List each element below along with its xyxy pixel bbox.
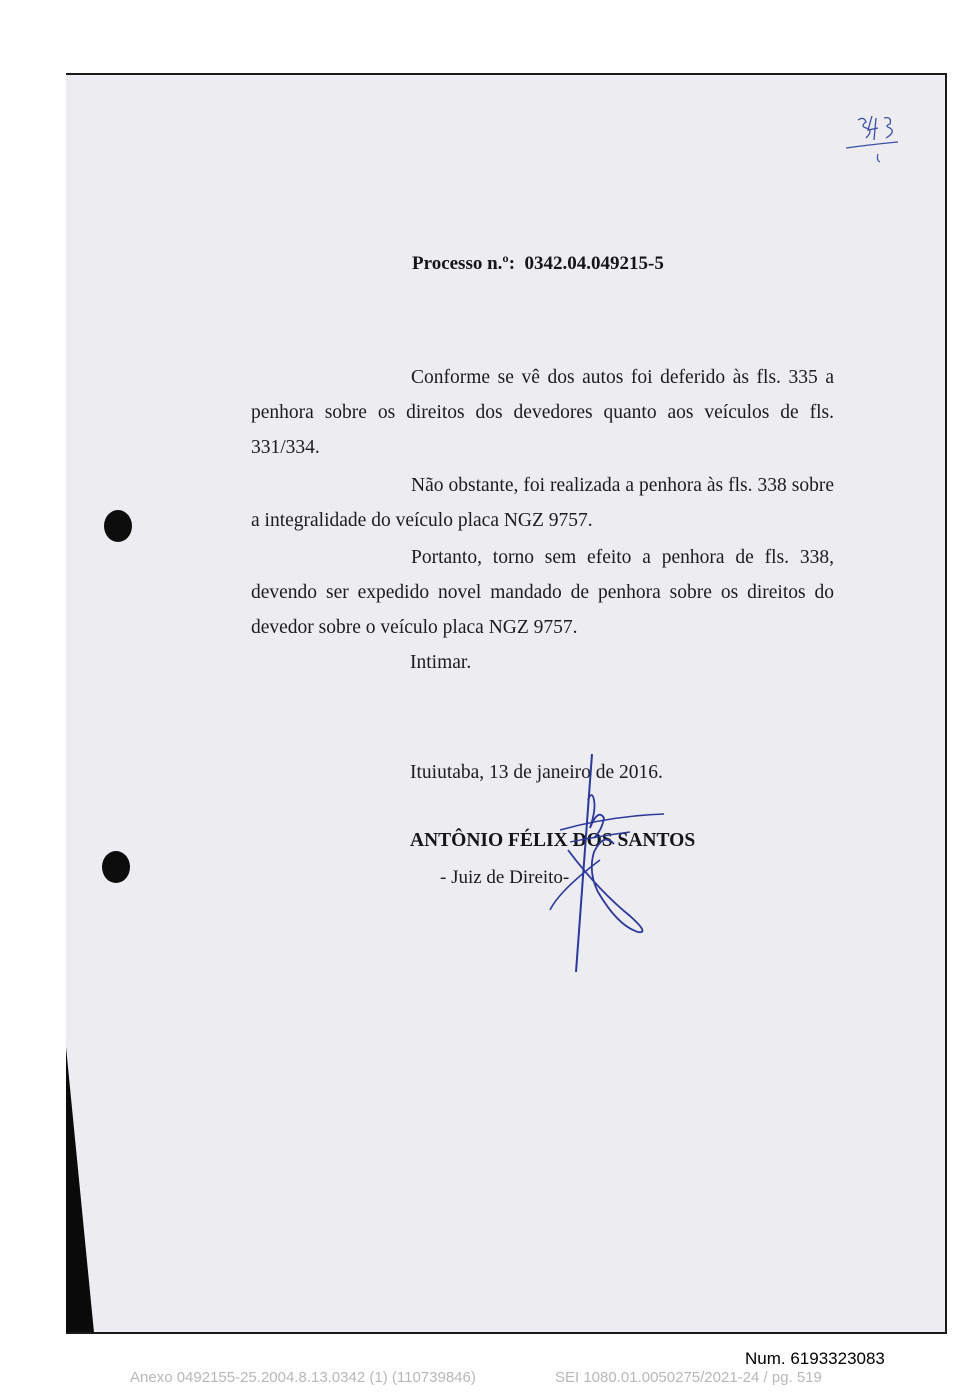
punch-hole-top: [104, 510, 132, 542]
place-and-date: Ituiutaba, 13 de janeiro de 2016.: [410, 762, 663, 783]
process-label: Processo n.º:: [412, 253, 516, 274]
process-number: 0342.04.049215-5: [524, 253, 664, 274]
process-number-heading: [412, 253, 664, 275]
paragraph-1: Conforme se vê dos autos foi deferido às fls. 335 a penhora sobre os direitos dos devedores quanto aos veículos de fls. 331/334.: [251, 367, 834, 458]
judge-name: ANTÔNIO FÉLIX DOS SANTOS: [410, 830, 696, 851]
judge-role: - Juiz de Direito-: [440, 867, 570, 888]
closing-instruction: Intimar.: [410, 652, 472, 673]
paragraph-3: Portanto, torno sem efeito a penhora de fls. 338, devendo ser expedido novel mandado de penhora sobre os direitos do devedor sobre o veículo placa NGZ 9757.: [251, 547, 834, 638]
paragraph-2: Não obstante, foi realizada a penhora às fls. 338 sobre a integralidade do veículo placa NGZ 9757.: [251, 475, 834, 531]
sei-reference: SEI 1080.01.0050275/2021-24 / pg. 519: [555, 1369, 822, 1386]
folio-mark: [840, 112, 910, 172]
handwritten-signature: [540, 750, 670, 980]
document-number: Num. 6193323083: [745, 1349, 885, 1368]
annex-reference: Anexo 0492155-25.2004.8.13.0342 (1) (110739846): [130, 1369, 476, 1386]
punch-hole-bottom: [102, 851, 130, 883]
